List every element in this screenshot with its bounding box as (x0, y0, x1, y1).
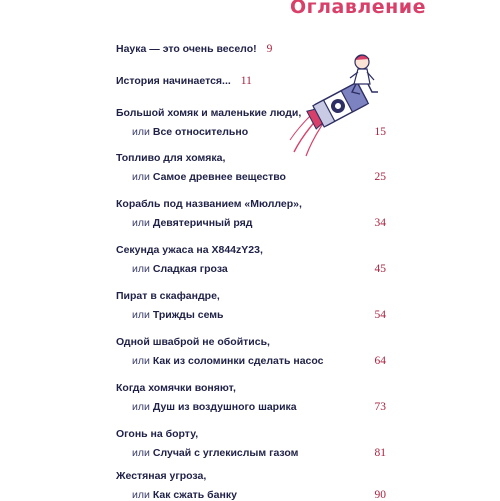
page-title: Оглавление (290, 0, 426, 18)
page-number: 11 (240, 75, 252, 87)
or-word: или (132, 263, 150, 275)
page-number: 15 (374, 126, 386, 138)
page-number: 64 (374, 355, 386, 367)
entry-title: Пират в скафандре, (116, 290, 220, 302)
or-word: или (132, 447, 150, 459)
entry-subtitle: Как из соломинки сделать насос (152, 355, 324, 367)
entry-title: Когда хомячки воняют, (116, 382, 236, 394)
entry-subtitle: Все относительно (152, 126, 249, 138)
toc-entry[interactable] (116, 470, 386, 501)
entry-title: Корабль под названием «Мюллер», (116, 198, 302, 210)
page-number: 45 (374, 263, 386, 275)
or-word: или (132, 401, 150, 413)
toc-entry[interactable] (116, 382, 386, 413)
or-word: или (132, 217, 150, 229)
entry-title: Топливо для хомяка, (116, 152, 226, 164)
or-word: или (132, 171, 150, 183)
toc-entry[interactable] (116, 336, 386, 367)
or-word: или (132, 309, 150, 321)
page-number: 81 (374, 447, 386, 459)
entry-subtitle: Случай с углекислым газом (152, 447, 299, 459)
toc-entry[interactable] (116, 198, 386, 229)
toc-entry[interactable] (116, 75, 386, 87)
page-number: 54 (374, 309, 386, 321)
entry-title: Одной шваброй не обойтись, (116, 336, 270, 348)
page-number: 34 (374, 217, 386, 229)
entry-subtitle: Самое древнее вещество (152, 171, 286, 183)
page-number: 9 (266, 43, 273, 55)
entry-title: Жестяная угроза, (116, 470, 207, 482)
page-number: 25 (374, 171, 386, 183)
toc-entry[interactable] (116, 107, 386, 138)
entry-title: Огонь на борту, (116, 428, 199, 440)
page-number: 90 (374, 489, 386, 501)
toc-entry[interactable] (116, 428, 386, 459)
or-word: или (132, 489, 150, 501)
entry-subtitle: Трижды семь (152, 309, 224, 321)
toc-entry[interactable] (116, 244, 386, 275)
toc-entry[interactable] (116, 152, 386, 183)
entry-subtitle: Девятеричный ряд (152, 217, 253, 229)
or-word: или (132, 126, 150, 138)
toc-entry[interactable] (116, 43, 386, 55)
entry-subtitle: Сладкая гроза (152, 263, 228, 275)
or-word: или (132, 355, 150, 367)
entry-title: История начинается... (116, 75, 231, 87)
entry-title: Секунда ужаса на X844zY23, (116, 244, 263, 256)
page-number: 73 (374, 401, 386, 413)
entry-subtitle: Душ из воздушного шарика (152, 401, 297, 413)
toc-entry[interactable] (116, 290, 386, 321)
entry-title: Наука — это очень весело! (116, 43, 257, 55)
entry-subtitle: Как сжать банку (152, 489, 237, 501)
entry-title: Большой хомяк и маленькие люди, (116, 107, 302, 119)
boy-riding-rocket-illustration (288, 48, 388, 158)
